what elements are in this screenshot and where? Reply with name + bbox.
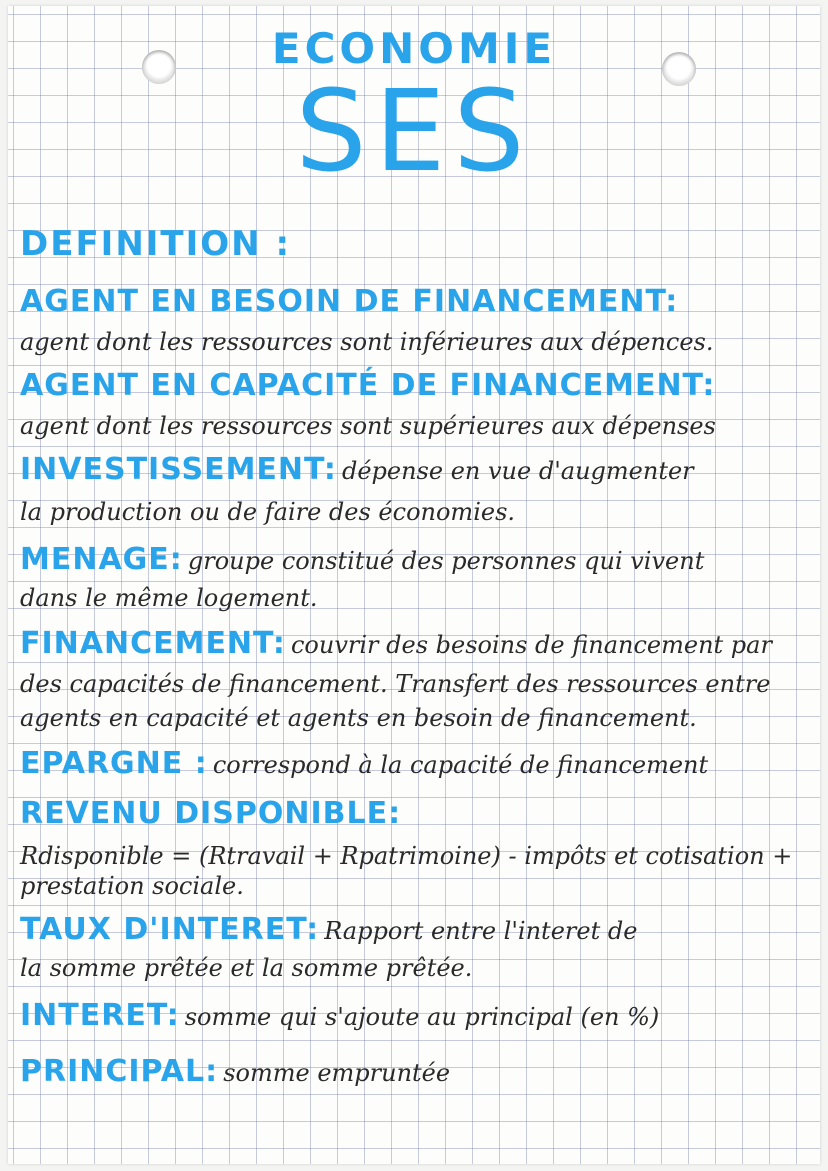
entry-term-line bbox=[20, 542, 810, 577]
entry-term-line bbox=[20, 368, 810, 403]
entry-inline-definition: couvrir des besoins de financement par bbox=[290, 631, 772, 659]
entry-term: INVESTISSEMENT: bbox=[20, 452, 337, 487]
entry-term-line bbox=[20, 796, 810, 831]
entry-term-line bbox=[20, 452, 810, 487]
entry-term: AGENT EN CAPACITÉ DE FINANCEMENT: bbox=[20, 368, 716, 403]
entry-inline-definition: somme empruntée bbox=[223, 1059, 451, 1087]
entry-definition: prestation sociale. bbox=[20, 872, 244, 900]
page-title: SES bbox=[295, 67, 533, 197]
section-heading: DEFINITION : bbox=[20, 224, 292, 264]
entry-term: INTERET: bbox=[20, 998, 180, 1033]
entry-term: AGENT EN BESOIN DE FINANCEMENT: bbox=[20, 284, 679, 319]
entry-definition: Rdisponible = (Rtravail + Rpatrimoine) - impôts et cotisation + bbox=[20, 842, 793, 870]
entry-term-line bbox=[20, 284, 810, 319]
entry-inline-definition: Rapport entre l'interet de bbox=[324, 917, 638, 945]
entry-term: EPARGNE : bbox=[20, 746, 208, 781]
entry-term: FINANCEMENT: bbox=[20, 626, 286, 661]
entry-inline-definition: correspond à la capacité de financement bbox=[212, 751, 709, 779]
entry-term-line bbox=[20, 912, 810, 947]
entry-term-line bbox=[20, 626, 810, 661]
entry-term-line bbox=[20, 998, 810, 1033]
entry-term: MENAGE: bbox=[20, 542, 183, 577]
entry-term: PRINCIPAL: bbox=[20, 1054, 219, 1089]
entry-definition: agent dont les ressources sont inférieures aux dépences. bbox=[20, 328, 714, 356]
entry-inline-definition: groupe constitué des personnes qui vivent bbox=[187, 547, 705, 575]
entry-inline-definition: dépense en vue d'augmenter bbox=[341, 457, 694, 485]
entry-definition: la production ou de faire des économies. bbox=[20, 498, 516, 526]
page-subtitle: ECONOMIE bbox=[271, 24, 557, 73]
entry-definition: agents en capacité et agents en besoin de financement. bbox=[20, 704, 697, 732]
entry-definition: des capacités de financement. Transfert des ressources entre bbox=[20, 670, 771, 698]
entry-term: TAUX D'INTERET: bbox=[20, 912, 320, 947]
entry-definition: la somme prêtée et la somme prêtée. bbox=[20, 954, 473, 982]
entry-definition: dans le même logement. bbox=[20, 584, 318, 612]
entry-inline-definition: somme qui s'ajoute au principal (en %) bbox=[184, 1003, 660, 1031]
entry-term-line bbox=[20, 746, 810, 781]
entry-term-line bbox=[20, 1054, 810, 1089]
entry-term: REVENU DISPONIBLE: bbox=[20, 796, 402, 831]
entry-definition: agent dont les ressources sont supérieures aux dépenses bbox=[20, 412, 716, 440]
notebook-page bbox=[8, 6, 820, 1164]
